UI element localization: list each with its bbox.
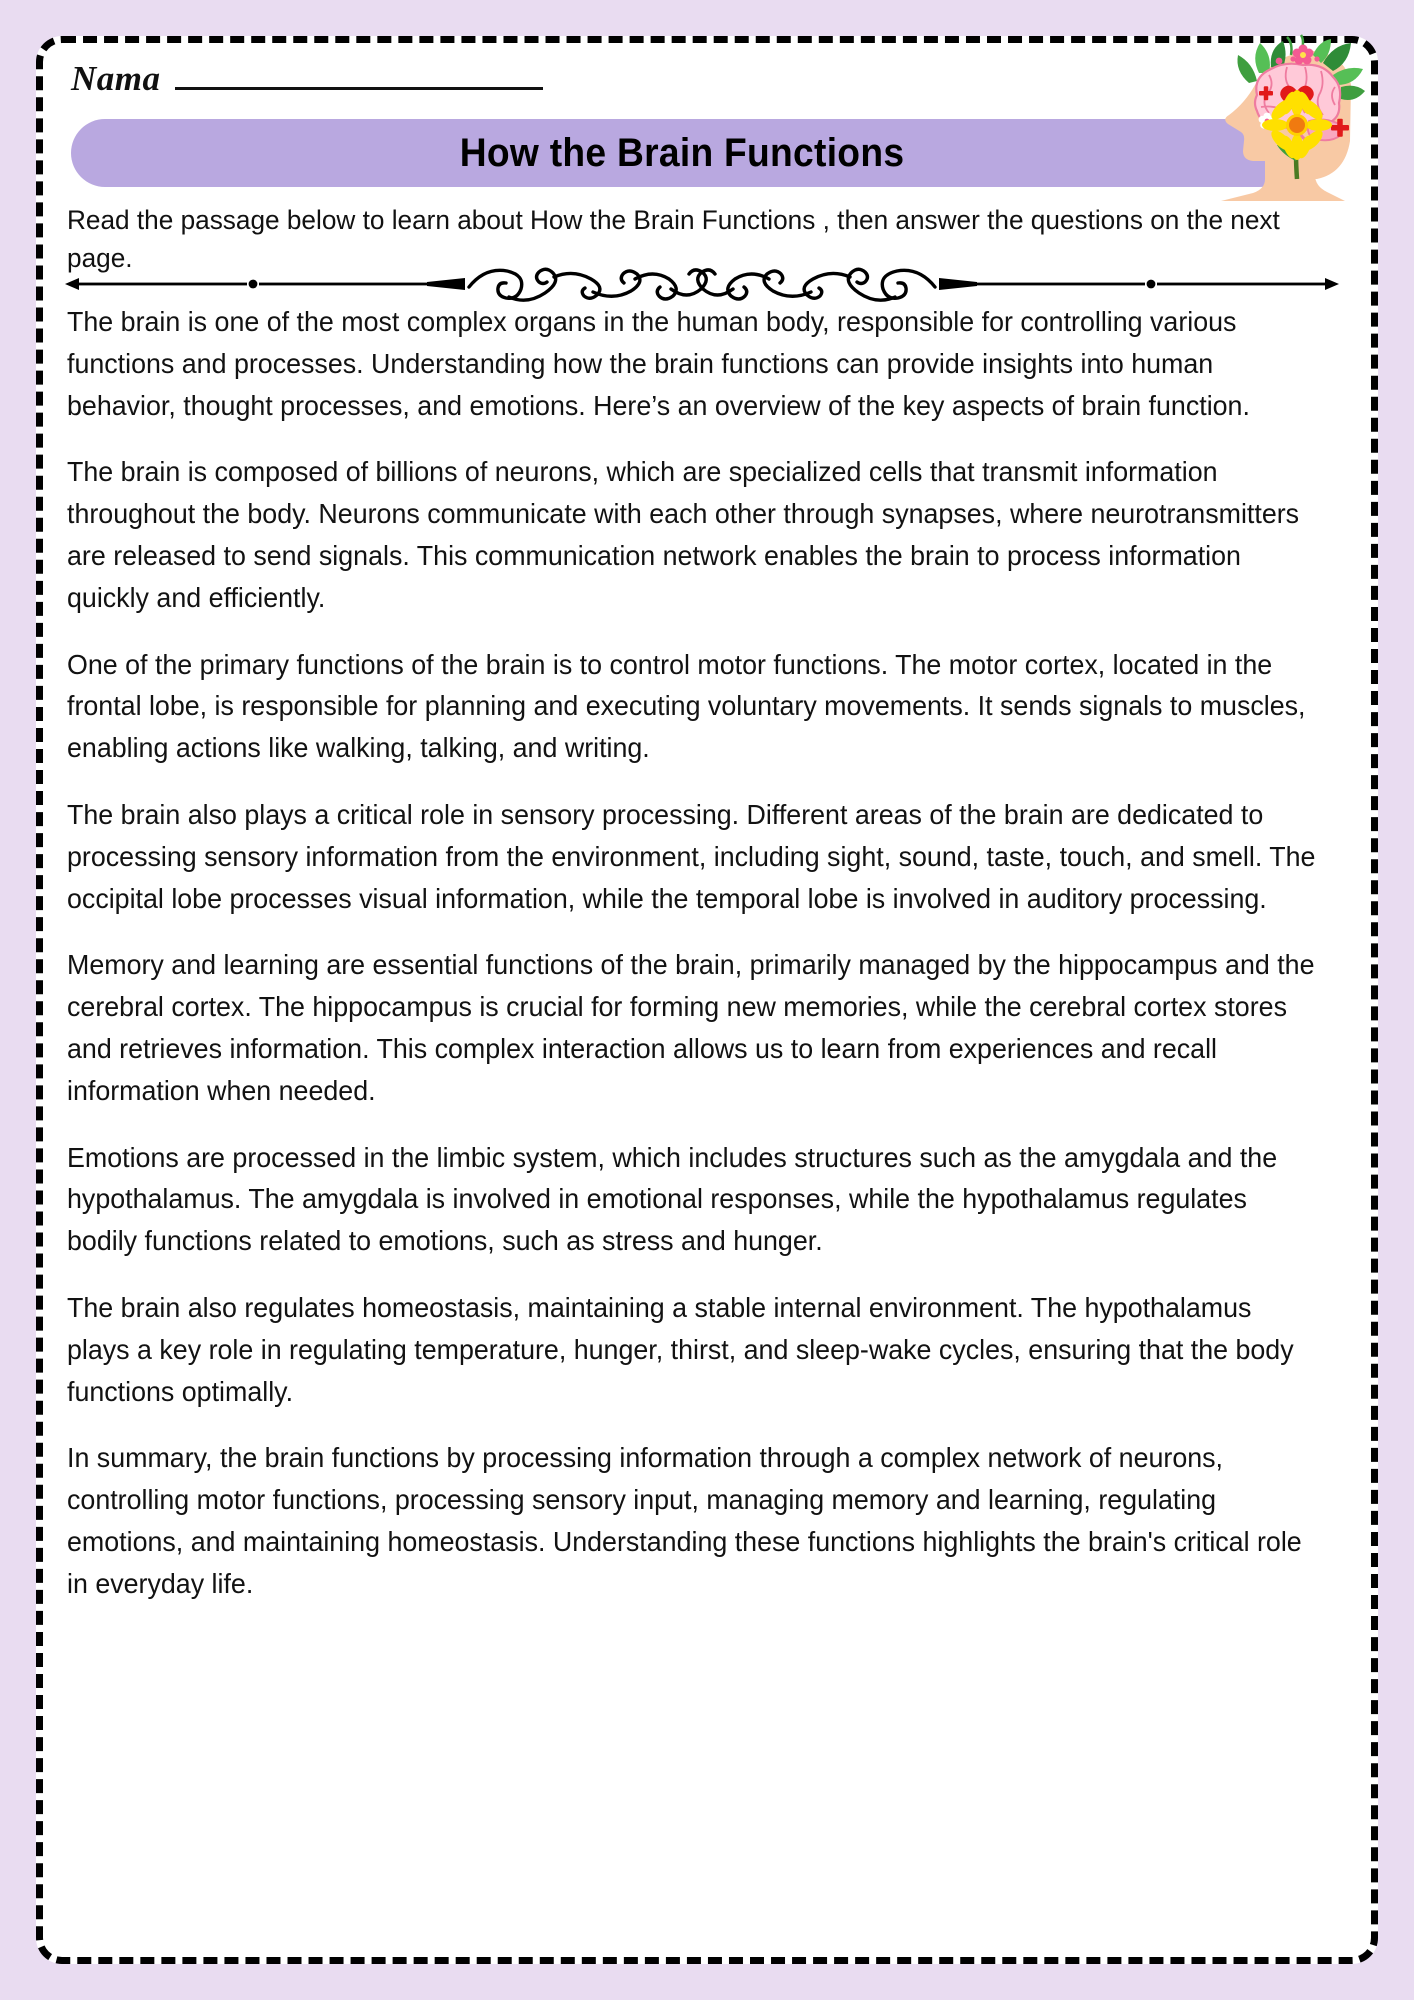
instructions-text: Read the passage below to learn about How the Brain Functions , then answer the questions on the next page.	[67, 205, 1280, 274]
passage-paragraph: One of the primary functions of the brain is to control motor functions. The motor cortex, located in the frontal lobe, is responsible for planning and executing voluntary movements. It sends signals to muscles, enabling actions like walking, talking, and writing.	[67, 648, 1306, 764]
passage-paragraph: The brain also regulates homeostasis, maintaining a stable internal environment. The hypothalamus plays a key role in regulating temperature, hunger, thirst, and sleep-wake cycles, ensuring that the body functions optimally.	[67, 1291, 1294, 1407]
passage-paragraph: In summary, the brain functions by processing information through a complex network of neurons, controlling motor functions, processing sensory input, managing memory and learning, regulating emotions, and maintaining homeostasis. Understanding these functions highlights the brain's critical role in everyday life.	[67, 1442, 1302, 1599]
passage-paragraph: The brain is one of the most complex organs in the human body, responsible for controlling various functions and processes. Understanding how the brain functions can provide insights into human behavior, thought processes, and emotions. Here’s an overview of the key aspects of brain function.	[67, 306, 1250, 421]
worksheet-card	[36, 36, 1378, 1964]
passage-paragraph: Memory and learning are essential functions of the brain, primarily managed by the hippocampus and the cerebral cortex. The hippocampus is crucial for forming new memories, while the cerebral cortex stores and retrieves information. This complex interaction allows us to learn from experiences and recall information when needed.	[67, 949, 1315, 1106]
passage-paragraph: The brain also plays a critical role in sensory processing. Different areas of the brain are dedicated to processing sensory information from the environment, including sight, sound, taste, touch, and smell. The occipital lobe processes visual information, while the temporal lobe is involved in auditory processing.	[67, 798, 1316, 914]
name-label: Nama	[71, 59, 161, 98]
page-title: How the Brain Functions	[459, 130, 905, 175]
passage-paragraph: Emotions are processed in the limbic system, which includes structures such as the amygdala and the hypothalamus. The amygdala is involved in emotional responses, while the hypothalamus regulates bodily functions related to emotions, such as stress and hunger.	[67, 1141, 1278, 1257]
passage-paragraph: The brain is composed of billions of neurons, which are specialized cells that transmit information throughout the body. Neurons communicate with each other through synapses, where neurotransmitters are released to send signals. This communication network enables the brain to process information quickly and efficiently.	[67, 456, 1300, 613]
name-row	[71, 59, 543, 99]
name-input-line[interactable]	[175, 87, 543, 90]
passage-body	[67, 301, 1317, 1605]
worksheet-title-banner	[71, 119, 1293, 187]
